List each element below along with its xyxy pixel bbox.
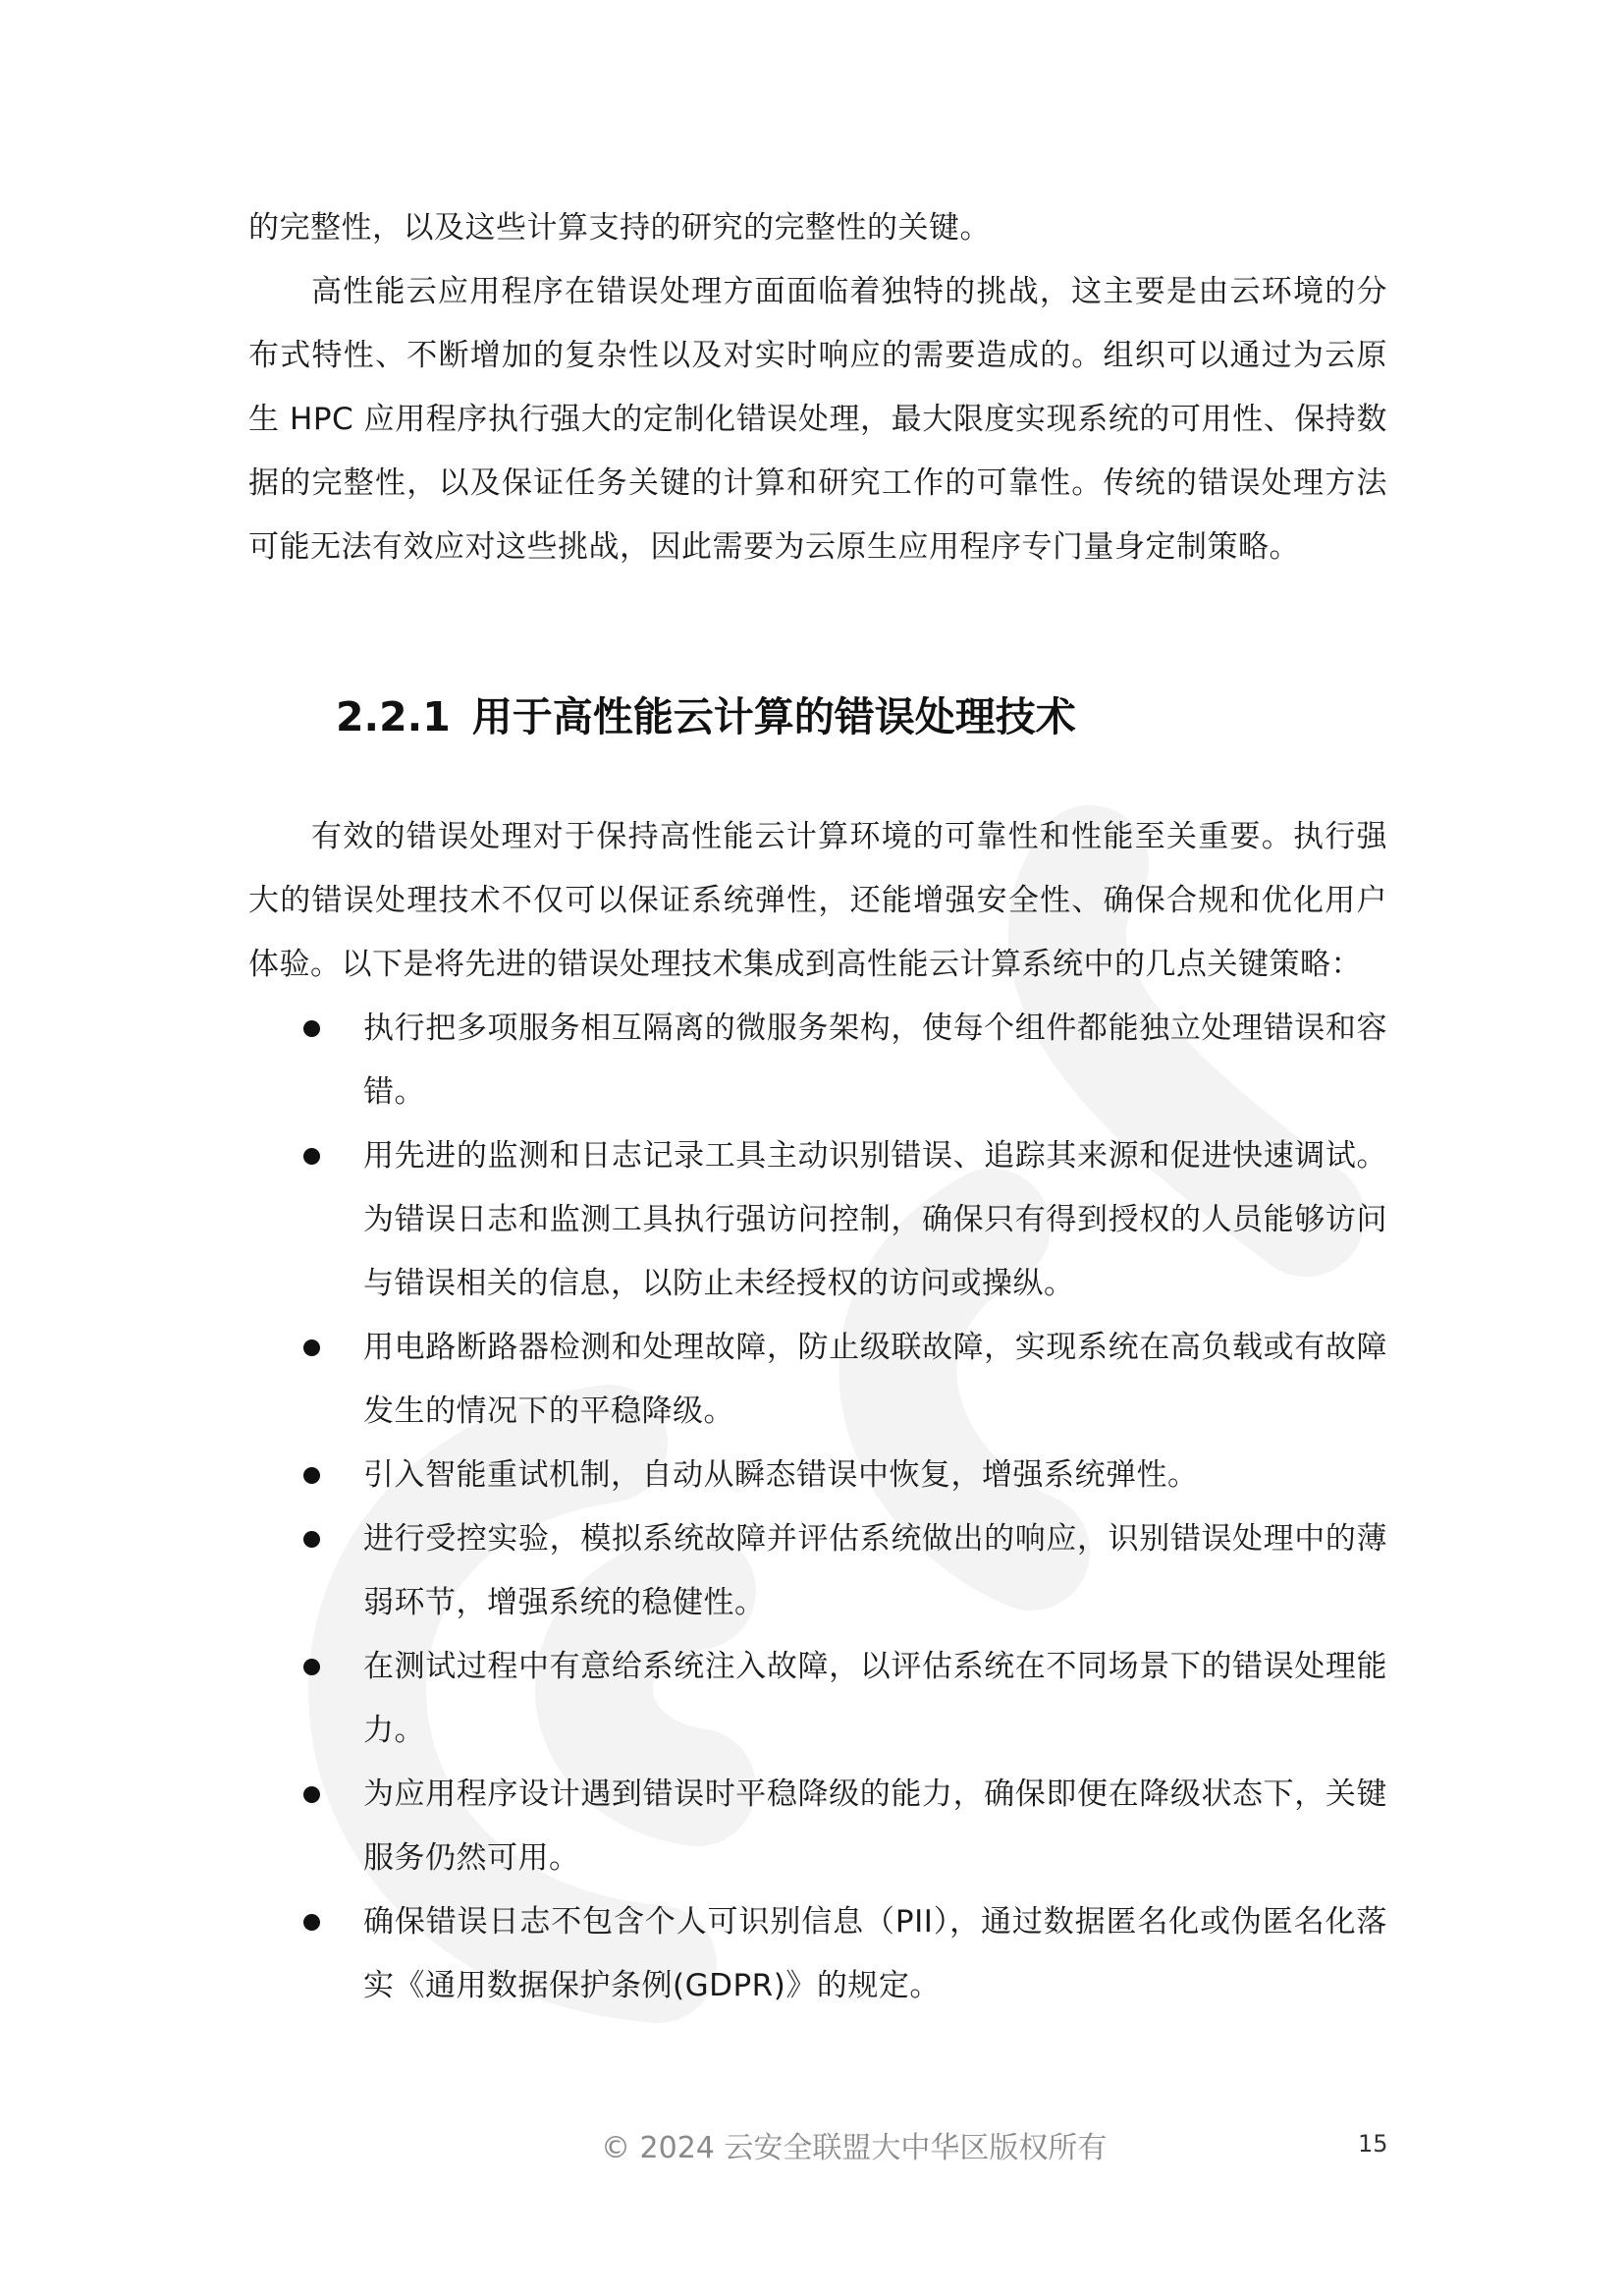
list-item <box>248 1124 1387 1316</box>
list-item <box>248 1763 1387 1890</box>
bullet-icon <box>303 1339 320 1356</box>
list-item <box>248 1635 1387 1763</box>
intro-paragraph-continued: 的完整性，以及这些计算支持的研究的完整性的关键。 <box>248 210 991 246</box>
section-title: 用于高性能云计算的错误处理技术 <box>471 693 1076 740</box>
bullet-icon <box>303 1659 320 1675</box>
list-item-text: 用电路断路器检测和处理故障，防止级联故障，实现系统在高负载或有故障发生的情况下的平稳降级。 <box>363 1330 1387 1429</box>
copyright-text: © 2024 云安全联盟大中华区版权所有 <box>601 2131 1108 2165</box>
list-item <box>248 1890 1387 2018</box>
page-number: 15 <box>1358 2130 1388 2158</box>
list-item-text: 确保错误日志不包含个人可识别信息（PII），通过数据匿名化或伪匿名化落实《通用数据保护条例(GDPR)》的规定。 <box>363 1904 1387 2003</box>
section-heading <box>336 687 1076 746</box>
list-item <box>248 1507 1387 1635</box>
list-item-text: 进行受控实验，模拟系统故障并评估系统做出的响应，识别错误处理中的薄弱环节，增强系统的稳健性。 <box>363 1521 1387 1620</box>
list-item <box>248 1316 1387 1444</box>
section-number: 2.2.1 <box>336 693 451 740</box>
list-item-text: 在测试过程中有意给系统注入故障，以评估系统在不同场景下的错误处理能力。 <box>363 1649 1387 1748</box>
intro-paragraph: 高性能云应用程序在错误处理方面面临着独特的挑战，这主要是由云环境的分布式特性、不断增加的复杂性以及对实时响应的需要造成的。组织可以通过为云原生 HPC 应用程序执行强大的定制化错误处理，最大限度实现系统的可用性、保持数据的完整性，以及保证任务关键的计算和研究工作的可靠性。传统的错误处理方法可能无法有效应对这些挑战，因此需要为云原生应用程序专门量身定制策略。 <box>248 274 1387 565</box>
list-item <box>248 997 1387 1124</box>
bullet-icon <box>303 1467 320 1484</box>
section-intro-paragraph: 有效的错误处理对于保持高性能云计算环境的可靠性和性能至关重要。执行强大的错误处理技术不仅可以保证系统弹性，还能增强安全性、确保合规和优化用户体验。以下是将先进的错误处理技术集成到高性能云计算系统中的几点关键策略： <box>248 819 1387 982</box>
list-item-text: 执行把多项服务相互隔离的微服务架构，使每个组件都能独立处理错误和容错。 <box>363 1011 1387 1110</box>
bullet-list <box>248 997 1387 2018</box>
list-item-text: 为应用程序设计遇到错误时平稳降级的能力，确保即便在降级状态下，关键服务仍然可用。 <box>363 1777 1387 1876</box>
bullet-icon <box>303 1786 320 1803</box>
bullet-icon <box>303 1914 320 1931</box>
list-item-text: 引入智能重试机制，自动从瞬态错误中恢复，增强系统弹性。 <box>363 1457 1199 1493</box>
bullet-icon <box>303 1020 320 1037</box>
page-footer <box>0 2124 1623 2173</box>
intro-section <box>248 196 1387 579</box>
bullet-icon <box>303 1531 320 1548</box>
section-body <box>248 805 1387 2018</box>
bullet-icon <box>303 1148 320 1165</box>
list-item <box>248 1444 1387 1507</box>
list-item-text: 用先进的监测和日志记录工具主动识别错误、追踪其来源和促进快速调试。为错误日志和监测工具执行强访问控制，确保只有得到授权的人员能够访问与错误相关的信息，以防止未经授权的访问或操纵。 <box>363 1138 1387 1301</box>
